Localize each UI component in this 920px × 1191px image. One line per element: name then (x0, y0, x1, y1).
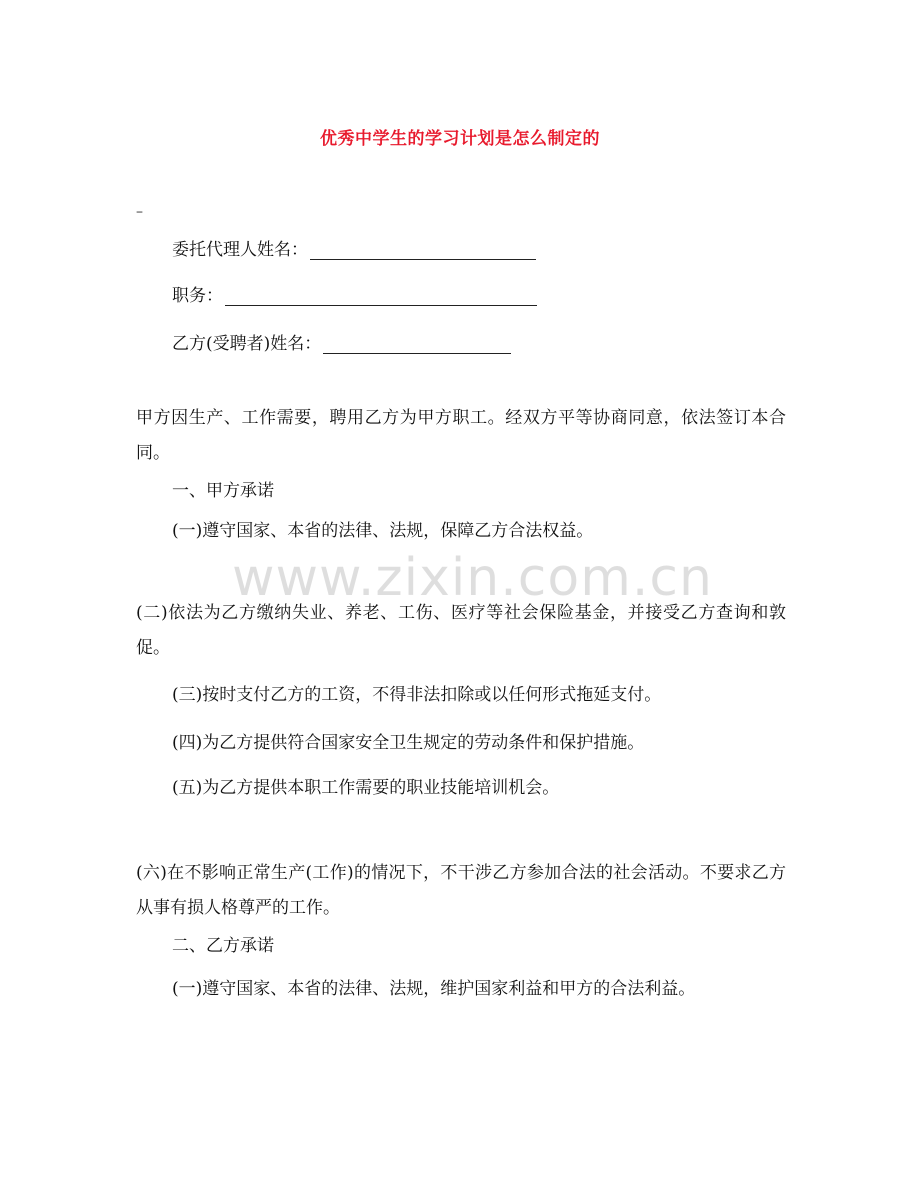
clause-a5: (五)为乙方提供本职工作需要的职业技能培训机会。 (172, 778, 560, 798)
position-field (172, 286, 537, 306)
clause-a6: (六)在不影响正常生产(工作)的情况下，不干涉乙方参加合法的社会活动。不要求乙方从事有损人格尊严的工作。 (136, 863, 786, 918)
position-label: 职务： (172, 286, 223, 306)
agent-name-blank (310, 243, 536, 260)
party-b-name-label: 乙方(受聘者)姓名： (172, 334, 322, 354)
clause-a4: (四)为乙方提供符合国家安全卫生规定的劳动条件和保护措施。 (172, 733, 645, 753)
clause-a3: (三)按时支付乙方的工资，不得非法扣除或以任何形式拖延支付。 (172, 685, 662, 705)
intro-paragraph: 甲方因生产、工作需要，聘用乙方为甲方职工。经双方平等协商同意，依法签订本合同。 (136, 408, 786, 463)
clause-b1: (一)遵守国家、本省的法律、法规，维护国家利益和甲方的合法利益。 (172, 979, 696, 999)
dash-mark: – (136, 204, 143, 220)
clause-a2: (二)依法为乙方缴纳失业、养老、工伤、医疗等社会保险基金，并接受乙方查询和敦促。 (136, 603, 786, 658)
document-title: 优秀中学生的学习计划是怎么制定的 (320, 129, 600, 149)
agent-name-label: 委托代理人姓名： (172, 240, 308, 260)
position-blank (225, 289, 537, 306)
section2-heading: 二、乙方承诺 (172, 936, 274, 956)
party-b-name-field (172, 334, 511, 354)
party-b-name-blank (323, 337, 511, 354)
clause-a1: (一)遵守国家、本省的法律、法规，保障乙方合法权益。 (172, 521, 594, 541)
agent-name-field (172, 240, 536, 260)
watermark: www.zixin.com.cn (232, 548, 713, 608)
section1-heading: 一、甲方承诺 (172, 481, 274, 501)
